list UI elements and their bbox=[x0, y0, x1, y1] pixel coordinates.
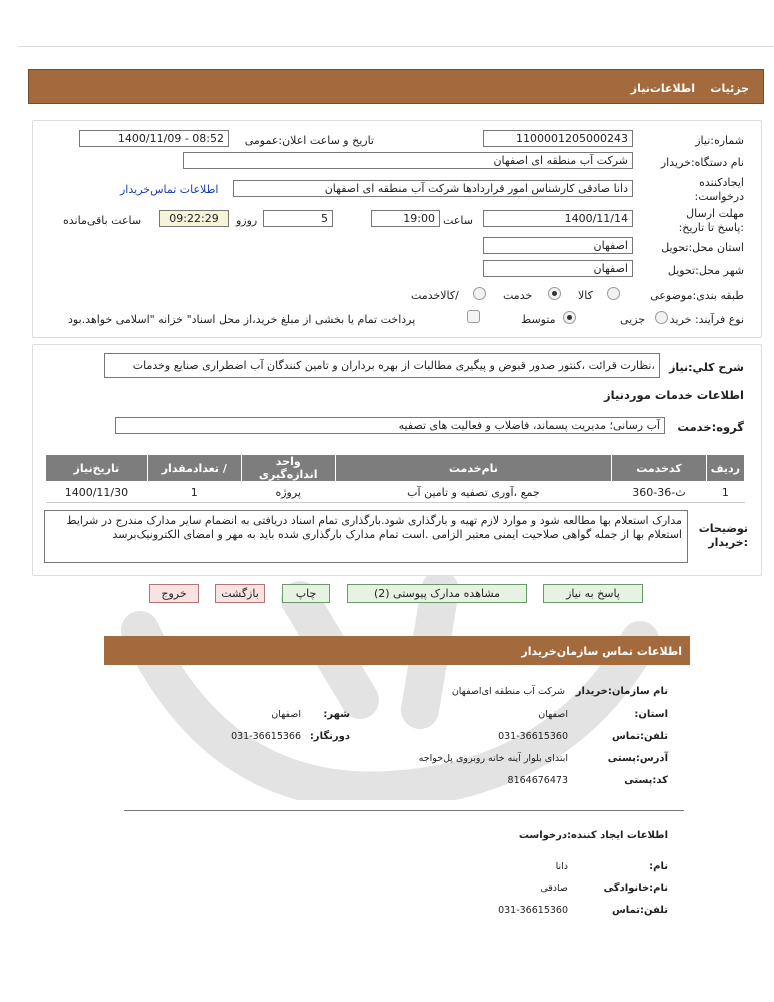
contact-fax-value: 031-36615366 bbox=[231, 731, 301, 742]
creator-field: دانا صادقی کارشناس امور قراردادها شرکت آب منطقه ای اصفهان bbox=[233, 180, 633, 197]
print-button[interactable]: چاپ bbox=[282, 584, 330, 603]
service-group-label: گروه:خدمت bbox=[677, 420, 744, 434]
days-field: 5 bbox=[263, 210, 333, 227]
contact-section-header bbox=[104, 636, 690, 665]
view-attachments-button[interactable]: مشاهده مدارک پیوستی (2) bbox=[347, 584, 527, 603]
category-goods-service-label: /کالاخدمت bbox=[411, 289, 459, 302]
contact-postal-label: کد:پستی bbox=[624, 775, 668, 786]
deadline-time-label: ساعت bbox=[443, 214, 473, 227]
contact-org-value: شرکت آب منطقه ای‌اصفهان bbox=[451, 686, 565, 697]
creator-phone-label: تلفن:تماس bbox=[611, 905, 668, 916]
contact-org-label: نام سازمان:خریدار bbox=[575, 686, 668, 697]
buyer-notes-field: مدارک استعلام بها مطالعه شود و موارد لازم تهیه و بارگذاری شود.بارگذاری تمام اسناد دریافتی به انضمام سایر مدارک مندرج در شرایط استعلام بها از جمله گواهی صلاحیت ایمنی معتبر الزامی .است تمام مدارک بارگذاری شده باید به مهر و امضای الکترونیک‌برسد bbox=[44, 510, 688, 563]
contact-province-label: استان: bbox=[634, 709, 668, 720]
cell-row: 1 bbox=[706, 482, 744, 503]
category-label: طبقه بندی:موضوعی bbox=[650, 289, 744, 302]
buyer-org-label: نام دستگاه:خریدار bbox=[660, 156, 744, 169]
contact-address-label: آدرس:پستی bbox=[607, 753, 668, 764]
table-row[interactable] bbox=[46, 482, 745, 503]
cell-quantity: 1 bbox=[147, 482, 241, 503]
contact-fax-label: دورنگار: bbox=[309, 731, 350, 742]
col-service-name: نام‌خدمت bbox=[335, 455, 611, 482]
back-button[interactable]: بازگشت bbox=[215, 584, 265, 603]
tab-details[interactable]: جزئیات bbox=[710, 82, 749, 95]
exit-button[interactable]: خروج bbox=[149, 584, 199, 603]
process-type-label: نوع فرآیند: خرید bbox=[669, 313, 744, 326]
col-row: ردیف bbox=[706, 455, 744, 482]
days-label: روزو bbox=[236, 214, 258, 227]
contact-phone-label: تلفن:تماس bbox=[611, 731, 668, 742]
category-goods-radio[interactable] bbox=[607, 287, 620, 300]
creator-name-value: دانا bbox=[555, 861, 568, 872]
table-header-row bbox=[46, 455, 745, 482]
process-medium-label: متوسط bbox=[521, 313, 556, 326]
contact-address-value: ابتدای بلوار آینه خانه روبروی پل‌خواجه bbox=[418, 753, 568, 764]
creator-phone-value: 031-36615360 bbox=[498, 905, 568, 916]
process-minor-radio[interactable] bbox=[655, 311, 668, 324]
col-need-date: تاریخ‌نیاز bbox=[46, 455, 148, 482]
service-group-field: آب رسانی؛ مدیریت پسماند، فاضلاب و فعالیت های تصفیه bbox=[115, 417, 665, 434]
summary-field: ،نظارت قرائت ،کنتور صدور قبوض و پیگیری مطالبات از بهره برداران و تامین کنندگان آب اضطراری صنایع وخدمات bbox=[104, 353, 660, 378]
treasury-payment-checkbox[interactable] bbox=[467, 310, 480, 323]
col-unit: واحد اندازه‌گیری bbox=[241, 455, 335, 482]
deadline-label: مهلت ارسال :پاسخ تا تاریخ: bbox=[678, 207, 744, 234]
creator-family-label: نام:خانوادگی bbox=[603, 883, 668, 894]
category-service-label: خدمت bbox=[503, 289, 533, 302]
contact-divider bbox=[124, 810, 684, 811]
cell-service-name: جمع ،آوری تصفیه و تامین آب bbox=[335, 482, 611, 503]
process-minor-label: جزیی bbox=[620, 313, 646, 326]
process-medium-radio[interactable] bbox=[563, 311, 576, 324]
announce-date-label: تاریخ و ساعت اعلان:عمومی bbox=[244, 134, 374, 147]
contact-phone-value: 031-36615360 bbox=[498, 731, 568, 742]
deadline-time-field: 19:00 bbox=[371, 210, 440, 227]
buyer-contact-link[interactable]: اطلاعات تماس‌خریدار bbox=[120, 183, 219, 196]
request-number-field: 1100001205000243 bbox=[483, 130, 633, 147]
delivery-province-label: استان محل:تحویل bbox=[661, 241, 744, 254]
delivery-city-field: اصفهان bbox=[483, 260, 633, 277]
category-service-radio[interactable] bbox=[548, 287, 561, 300]
reply-button[interactable]: پاسخ به نیاز bbox=[543, 584, 643, 603]
col-service-code: کدخدمت bbox=[612, 455, 707, 482]
services-table bbox=[45, 454, 745, 503]
request-number-label: شماره:نیاز bbox=[695, 134, 744, 147]
contact-province-value: اصفهان bbox=[538, 709, 568, 720]
cell-unit: پروژه bbox=[241, 482, 335, 503]
services-title: اطلاعات خدمات موردنیاز bbox=[604, 388, 744, 402]
treasury-payment-note: پرداخت تمام یا بخشی از مبلغ خرید،از محل اسناد" خزانه "اسلامی خواهد.بود bbox=[68, 313, 416, 326]
summary-label: شرح كلي:نياز bbox=[669, 361, 744, 374]
contact-city-value: اصفهان bbox=[271, 709, 301, 720]
delivery-city-label: شهر محل:تحویل bbox=[667, 264, 744, 277]
header-bar bbox=[28, 69, 764, 104]
buyer-notes-label: توضیحات :خریدار bbox=[698, 522, 748, 549]
tab-request-info[interactable]: اطلاعات‌نیاز bbox=[630, 82, 695, 95]
buyer-org-field: شرکت آب منطقه ای اصفهان bbox=[183, 152, 633, 169]
category-goods-service-radio[interactable] bbox=[473, 287, 486, 300]
delivery-province-field: اصفهان bbox=[483, 237, 633, 254]
contact-postal-value: 8164676473 bbox=[507, 775, 568, 786]
top-divider bbox=[18, 46, 774, 47]
creator-info-title: اطلاعات ایجاد کننده:درخواست bbox=[518, 830, 668, 841]
announce-date-field: 1400/11/09 - 08:52 bbox=[79, 130, 229, 147]
remaining-time-field: 09:22:29 bbox=[159, 210, 229, 227]
creator-label: ایجادکننده درخواست: bbox=[694, 176, 744, 203]
cell-need-date: 1400/11/30 bbox=[46, 482, 148, 503]
category-goods-label: کالا bbox=[578, 289, 593, 302]
remaining-time-label: ساعت باقی‌مانده bbox=[63, 214, 142, 227]
col-quantity: / تعدادمقدار bbox=[147, 455, 241, 482]
cell-service-code: ث-36-360 bbox=[612, 482, 707, 503]
contact-section-title: اطلاعات تماس سازمان‌خریدار bbox=[521, 645, 682, 658]
creator-name-label: نام: bbox=[649, 861, 668, 872]
creator-family-value: صادقی bbox=[540, 883, 568, 894]
deadline-date-field: 1400/11/14 bbox=[483, 210, 633, 227]
contact-city-label: شهر: bbox=[323, 709, 350, 720]
